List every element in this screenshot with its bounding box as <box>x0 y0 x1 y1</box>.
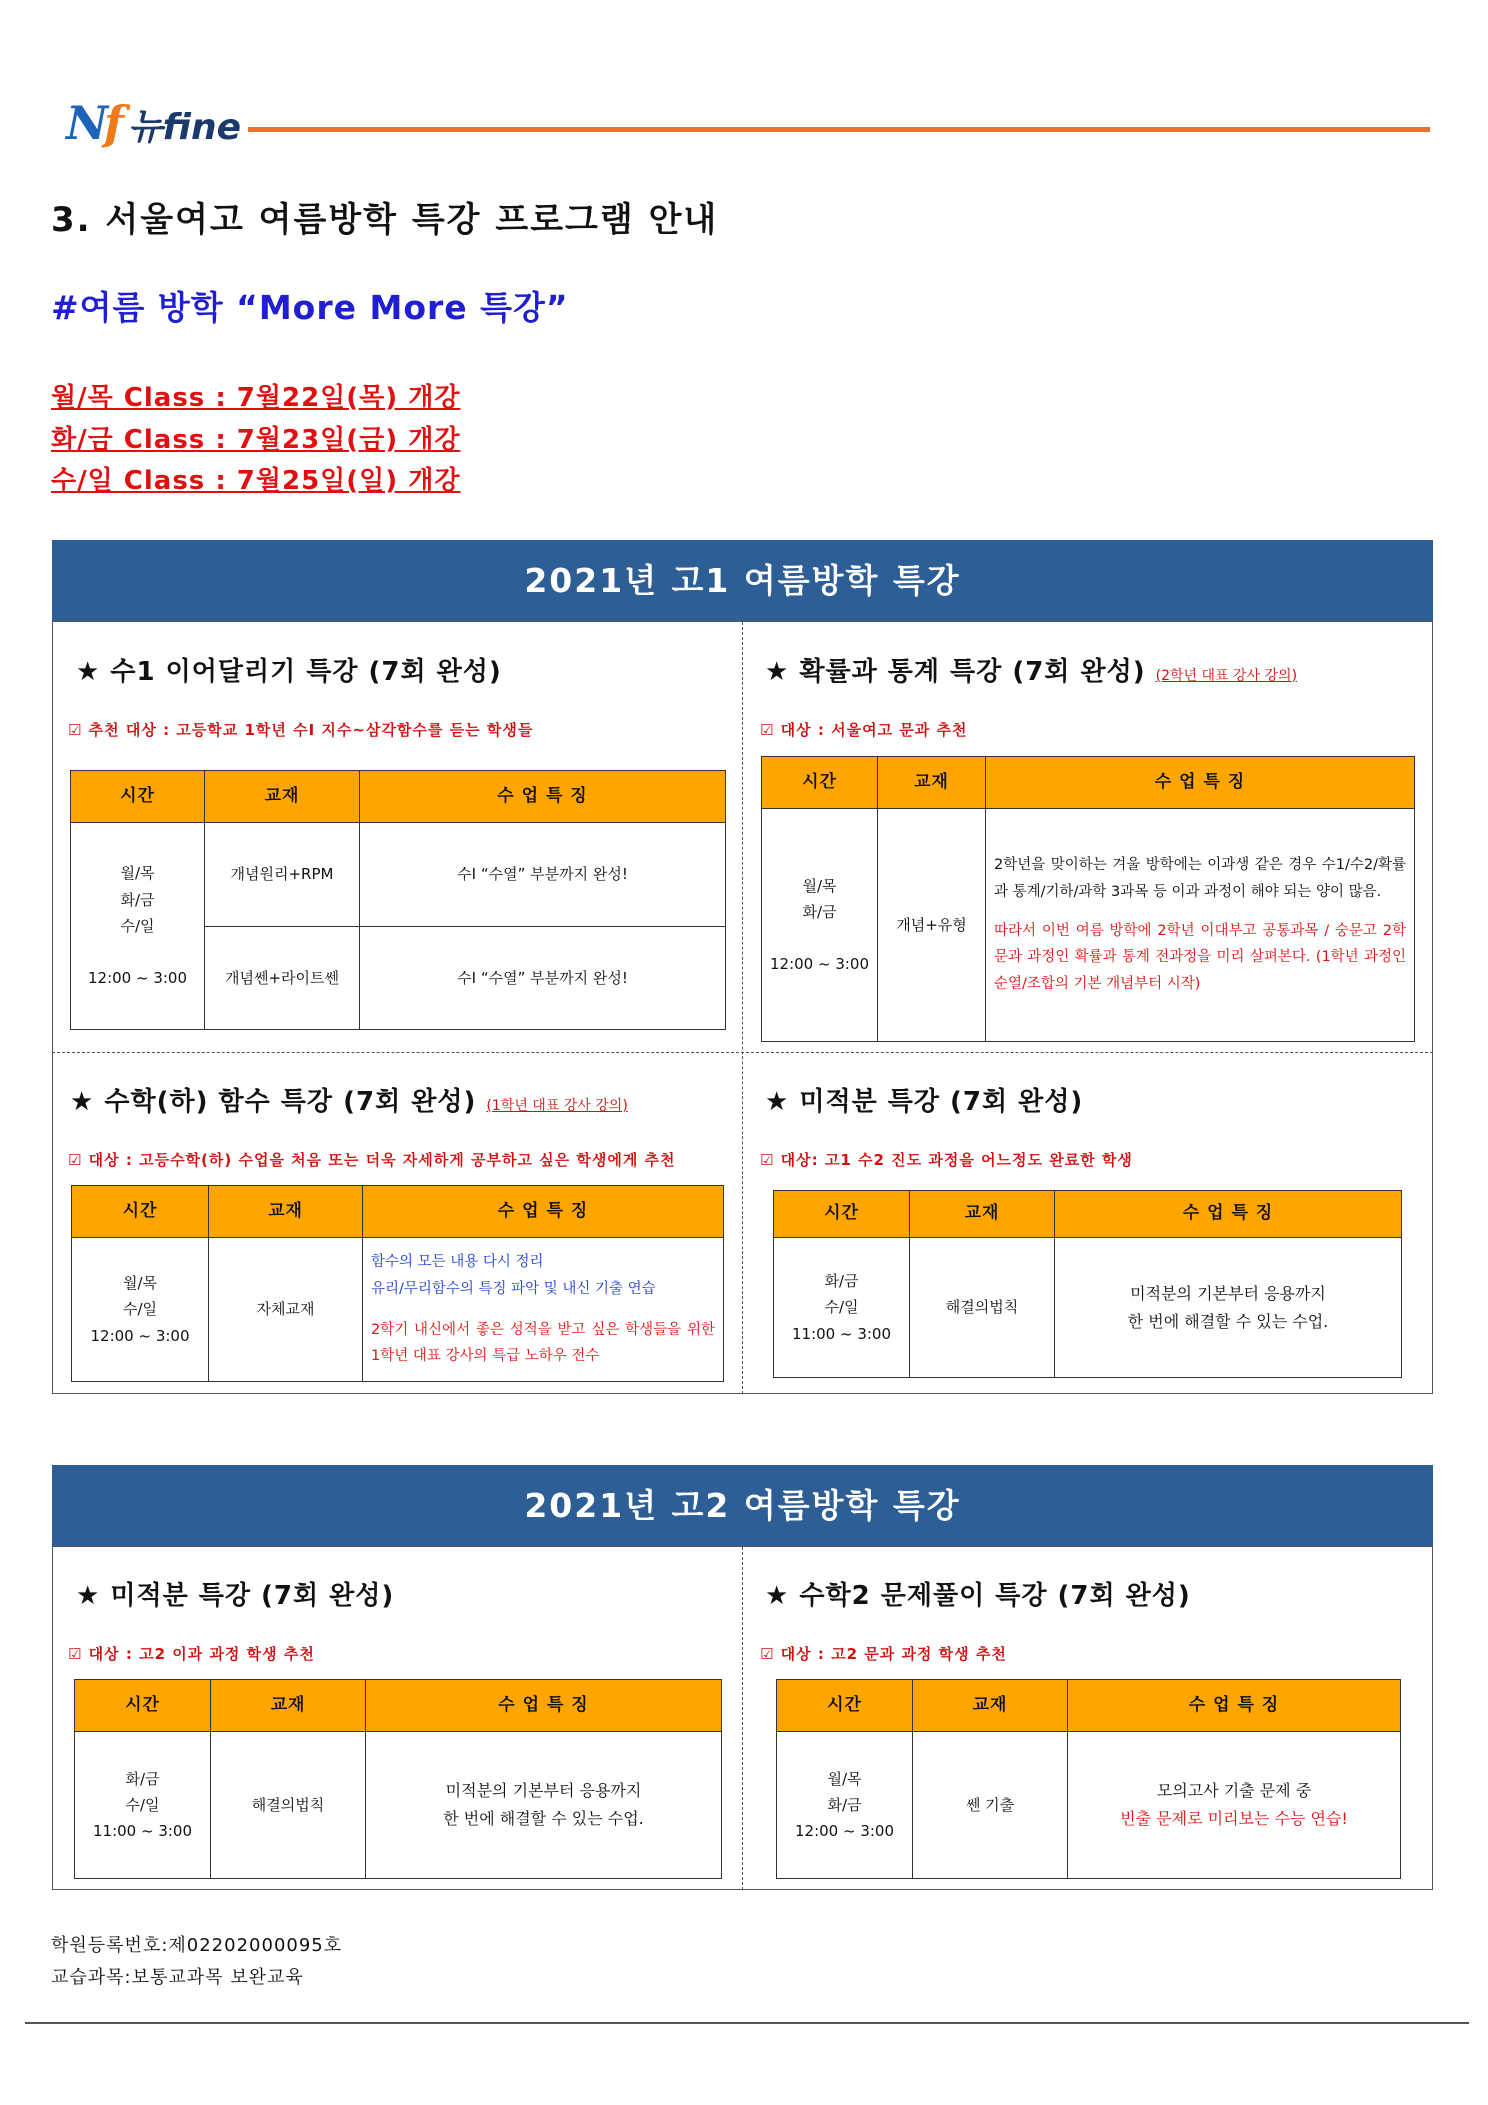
course-schedule-table <box>761 756 1415 1042</box>
section-divider <box>52 1052 1433 1053</box>
course-note: (2학년 대표 강사 강의) <box>1155 668 1298 684</box>
cell-book: 개념원리+RPM <box>205 823 360 926</box>
registration-number: 학원등록번호:제02202000095호 <box>51 1935 343 1956</box>
class-schedule-mon-thu: 월/목 Class : 7월22일(목) 개강 <box>51 383 461 413</box>
course-title: ★ 수학(하) 함수 특강 (7회 완성) (1학년 대표 강사 강의) <box>70 1087 628 1117</box>
class-schedule-tue-fri: 화/금 Class : 7월23일(금) 개강 <box>51 425 461 455</box>
course-schedule-table <box>74 1679 722 1879</box>
header-time: 시간 <box>75 1680 211 1732</box>
cell-feature <box>363 1238 724 1382</box>
feature-highlight: 2학기 내신에서 좋은 성적을 받고 싶은 학생들을 위한 1학년 대표 강사의 특급 노하우 전수 <box>371 1321 715 1365</box>
cell-time: 월/목 화/금 12:00 ~ 3:00 <box>762 809 878 1042</box>
header-time: 시간 <box>72 1186 209 1238</box>
section-divider <box>742 1547 743 1890</box>
cell-book: 해결의법칙 <box>910 1238 1055 1378</box>
course-schedule-table <box>776 1679 1401 1879</box>
course-target: ☑ 대상 : 서울여고 문과 추천 <box>760 721 968 739</box>
cell-feature: 미적분의 기본부터 응용까지 한 번에 해결할 수 있는 수업. <box>366 1732 722 1879</box>
section-grade1-title: 2021년 고1 여름방학 특강 <box>52 540 1433 622</box>
cell-time: 화/금 수/일 11:00 ~ 3:00 <box>75 1732 211 1879</box>
course-schedule-table <box>70 770 726 1030</box>
course-target: ☑ 대상: 고1 수2 진도 과정을 어느정도 완료한 학생 <box>760 1151 1133 1169</box>
cell-time: 월/목 화/금 12:00 ~ 3:00 <box>777 1732 913 1879</box>
header-time: 시간 <box>762 757 878 809</box>
header-time: 시간 <box>774 1191 910 1238</box>
header-book: 교재 <box>205 771 360 823</box>
cell-book: 쎈 기출 <box>913 1732 1068 1879</box>
page-title: 3. 서울여고 여름방학 특강 프로그램 안내 <box>51 200 719 240</box>
header-feature: 수 업 특 징 <box>1055 1191 1402 1238</box>
course-title: ★ 수학2 문제풀이 특강 (7회 완성) <box>765 1581 1191 1611</box>
course-title: ★ 확률과 통계 특강 (7회 완성) (2학년 대표 강사 강의) <box>765 657 1298 687</box>
course-note: (1학년 대표 강사 강의) <box>486 1098 628 1114</box>
cell-feature <box>1068 1732 1401 1879</box>
section-divider <box>742 622 743 1394</box>
logo-mark-icon: Nf <box>66 96 120 150</box>
header-time: 시간 <box>777 1680 913 1732</box>
cell-book: 해결의법칙 <box>211 1732 366 1879</box>
cell-time: 월/목 화/금 수/일 12:00 ~ 3:00 <box>71 823 205 1030</box>
section-grade2-title: 2021년 고2 여름방학 특강 <box>52 1465 1433 1547</box>
header-feature: 수 업 특 징 <box>363 1186 724 1238</box>
course-title: ★ 미적분 특강 (7회 완성) <box>76 1581 395 1611</box>
cell-book: 개념쎈+라이트쎈 <box>205 926 360 1029</box>
header-feature: 수 업 특 징 <box>366 1680 722 1732</box>
cell-time: 월/목 수/일 12:00 ~ 3:00 <box>72 1238 209 1382</box>
course-target: ☑ 대상 : 고2 이과 과정 학생 추천 <box>68 1645 315 1663</box>
cell-feature: 수Ⅰ “수열” 부분까지 완성! <box>360 823 726 926</box>
cell-time: 화/금 수/일 11:00 ~ 3:00 <box>774 1238 910 1378</box>
header-book: 교재 <box>913 1680 1068 1732</box>
logo-text: 뉴fine <box>127 107 242 148</box>
feature-text: 함수의 모든 내용 다시 정리 유리/무리함수의 특징 파악 및 내신 기출 연습 <box>371 1253 656 1297</box>
cell-book: 개념+유형 <box>878 809 986 1042</box>
cell-feature <box>986 809 1415 1042</box>
header-rule <box>248 127 1430 132</box>
course-schedule-table <box>773 1190 1402 1378</box>
brand-logo <box>66 96 242 150</box>
footer-rule <box>25 2022 1469 2024</box>
course-target: ☑ 대상 : 고등수학(하) 수업을 처음 또는 더욱 자세하게 공부하고 싶은 학생에게 추천 <box>68 1151 676 1169</box>
page-subtitle: #여름 방학 “More More 특강” <box>51 288 569 327</box>
course-schedule-table <box>71 1185 724 1382</box>
header-feature: 수 업 특 징 <box>360 771 726 823</box>
cell-feature: 수Ⅰ “수열” 부분까지 완성! <box>360 926 726 1029</box>
class-schedule-wed-sun: 수/일 Class : 7월25일(일) 개강 <box>51 466 461 496</box>
header-time: 시간 <box>71 771 205 823</box>
header-book: 교재 <box>910 1191 1055 1238</box>
feature-highlight: 빈출 문제로 미리보는 수능 연습! <box>1120 1809 1348 1828</box>
feature-text: 2학년을 맞이하는 겨울 방학에는 이과생 같은 경우 수1/수2/확률과 통계/기하/과학 3과목 등 이과 과정이 해야 되는 양이 많음. <box>994 856 1406 900</box>
course-title: ★ 미적분 특강 (7회 완성) <box>765 1087 1084 1117</box>
subject-info: 교습과목:보통교과목 보완교육 <box>51 1967 304 1988</box>
cell-book: 자체교재 <box>209 1238 363 1382</box>
course-target: ☑ 추천 대상 : 고등학교 1학년 수Ⅰ 지수~삼각함수를 듣는 학생들 <box>68 721 534 739</box>
header-book: 교재 <box>878 757 986 809</box>
feature-text: 모의고사 기출 문제 중 <box>1156 1781 1312 1800</box>
header-book: 교재 <box>209 1186 363 1238</box>
header-feature: 수 업 특 징 <box>986 757 1415 809</box>
cell-feature: 미적분의 기본부터 응용까지 한 번에 해결할 수 있는 수업. <box>1055 1238 1402 1378</box>
header-book: 교재 <box>211 1680 366 1732</box>
course-target: ☑ 대상 : 고2 문과 과정 학생 추천 <box>760 1645 1007 1663</box>
header-feature: 수 업 특 징 <box>1068 1680 1401 1732</box>
course-title: ★ 수1 이어달리기 특강 (7회 완성) <box>76 657 502 687</box>
feature-highlight: 따라서 이번 여름 방학에 2학년 이대부고 공통과목 / 숭문고 2학문과 과정인 확률과 통계 전과정을 미리 살펴본다. (1학년 과정인 순열/조합의 기본 개념부터 시작) <box>994 922 1406 993</box>
